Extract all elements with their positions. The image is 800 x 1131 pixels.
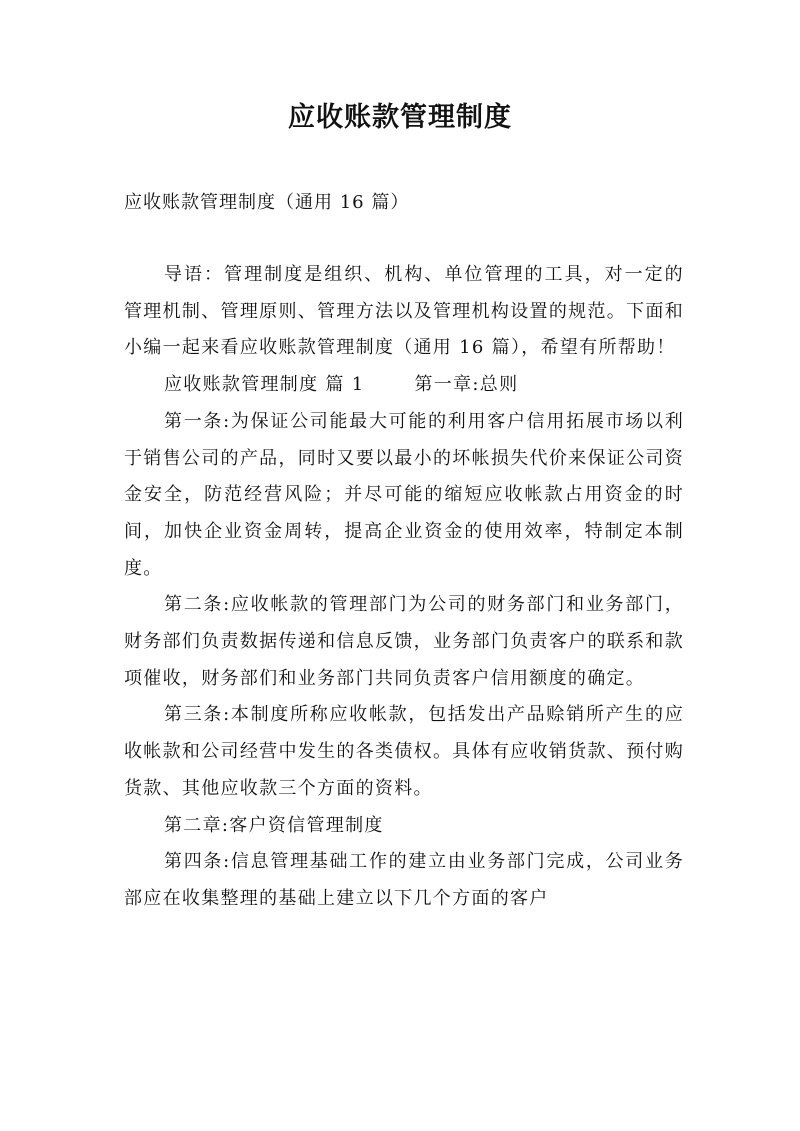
article-4-paragraph: 第四条:信息管理基础工作的建立由业务部门完成，公司业务部应在收集整理的基础上建立以下几个方面的客户	[124, 851, 684, 909]
document-title: 应收账款管理制度	[288, 102, 512, 133]
chapter-2-heading: 第二章:客户资信管理制度	[164, 814, 384, 836]
intro-paragraph: 导语：管理制度是组织、机构、单位管理的工具，对一定的管理机制、管理原则、管理方法以及管理机构设置的规范。下面和小编一起来看应收账款管理制度（通用 16 篇），希望有所帮助！	[124, 264, 684, 359]
chapter-1-heading: 第一章:总则	[414, 374, 519, 396]
document-subtitle: 应收账款管理制度（通用 16 篇）	[124, 192, 410, 213]
part-heading-line	[124, 367, 684, 404]
article-2-paragraph: 第二条:应收帐款的管理部门为公司的财务部门和业务部门，财务部们负责数据传递和信息反馈，业务部门负责客户的联系和款项催收，财务部们和业务部门共同负责客户信用额度的确定。	[124, 594, 684, 689]
document-body	[124, 257, 684, 918]
article-3-paragraph: 第三条:本制度所称应收帐款，包括发出产品赊销所产生的应收帐款和公司经营中发生的各类债权。具体有应收销货款、预付购货款、其他应收款三个方面的资料。	[124, 704, 684, 799]
article-1-paragraph: 第一条:为保证公司能最大可能的利用客户信用拓展市场以利于销售公司的产品，同时又要以最小的坏帐损失代价来保证公司资金安全，防范经营风险；并尽可能的缩短应收帐款占用资金的时间，加快企业资金周转，提高企业资金的使用效率，特制定本制度。	[124, 410, 684, 579]
part-label: 应收账款管理制度 篇 1	[164, 374, 365, 396]
